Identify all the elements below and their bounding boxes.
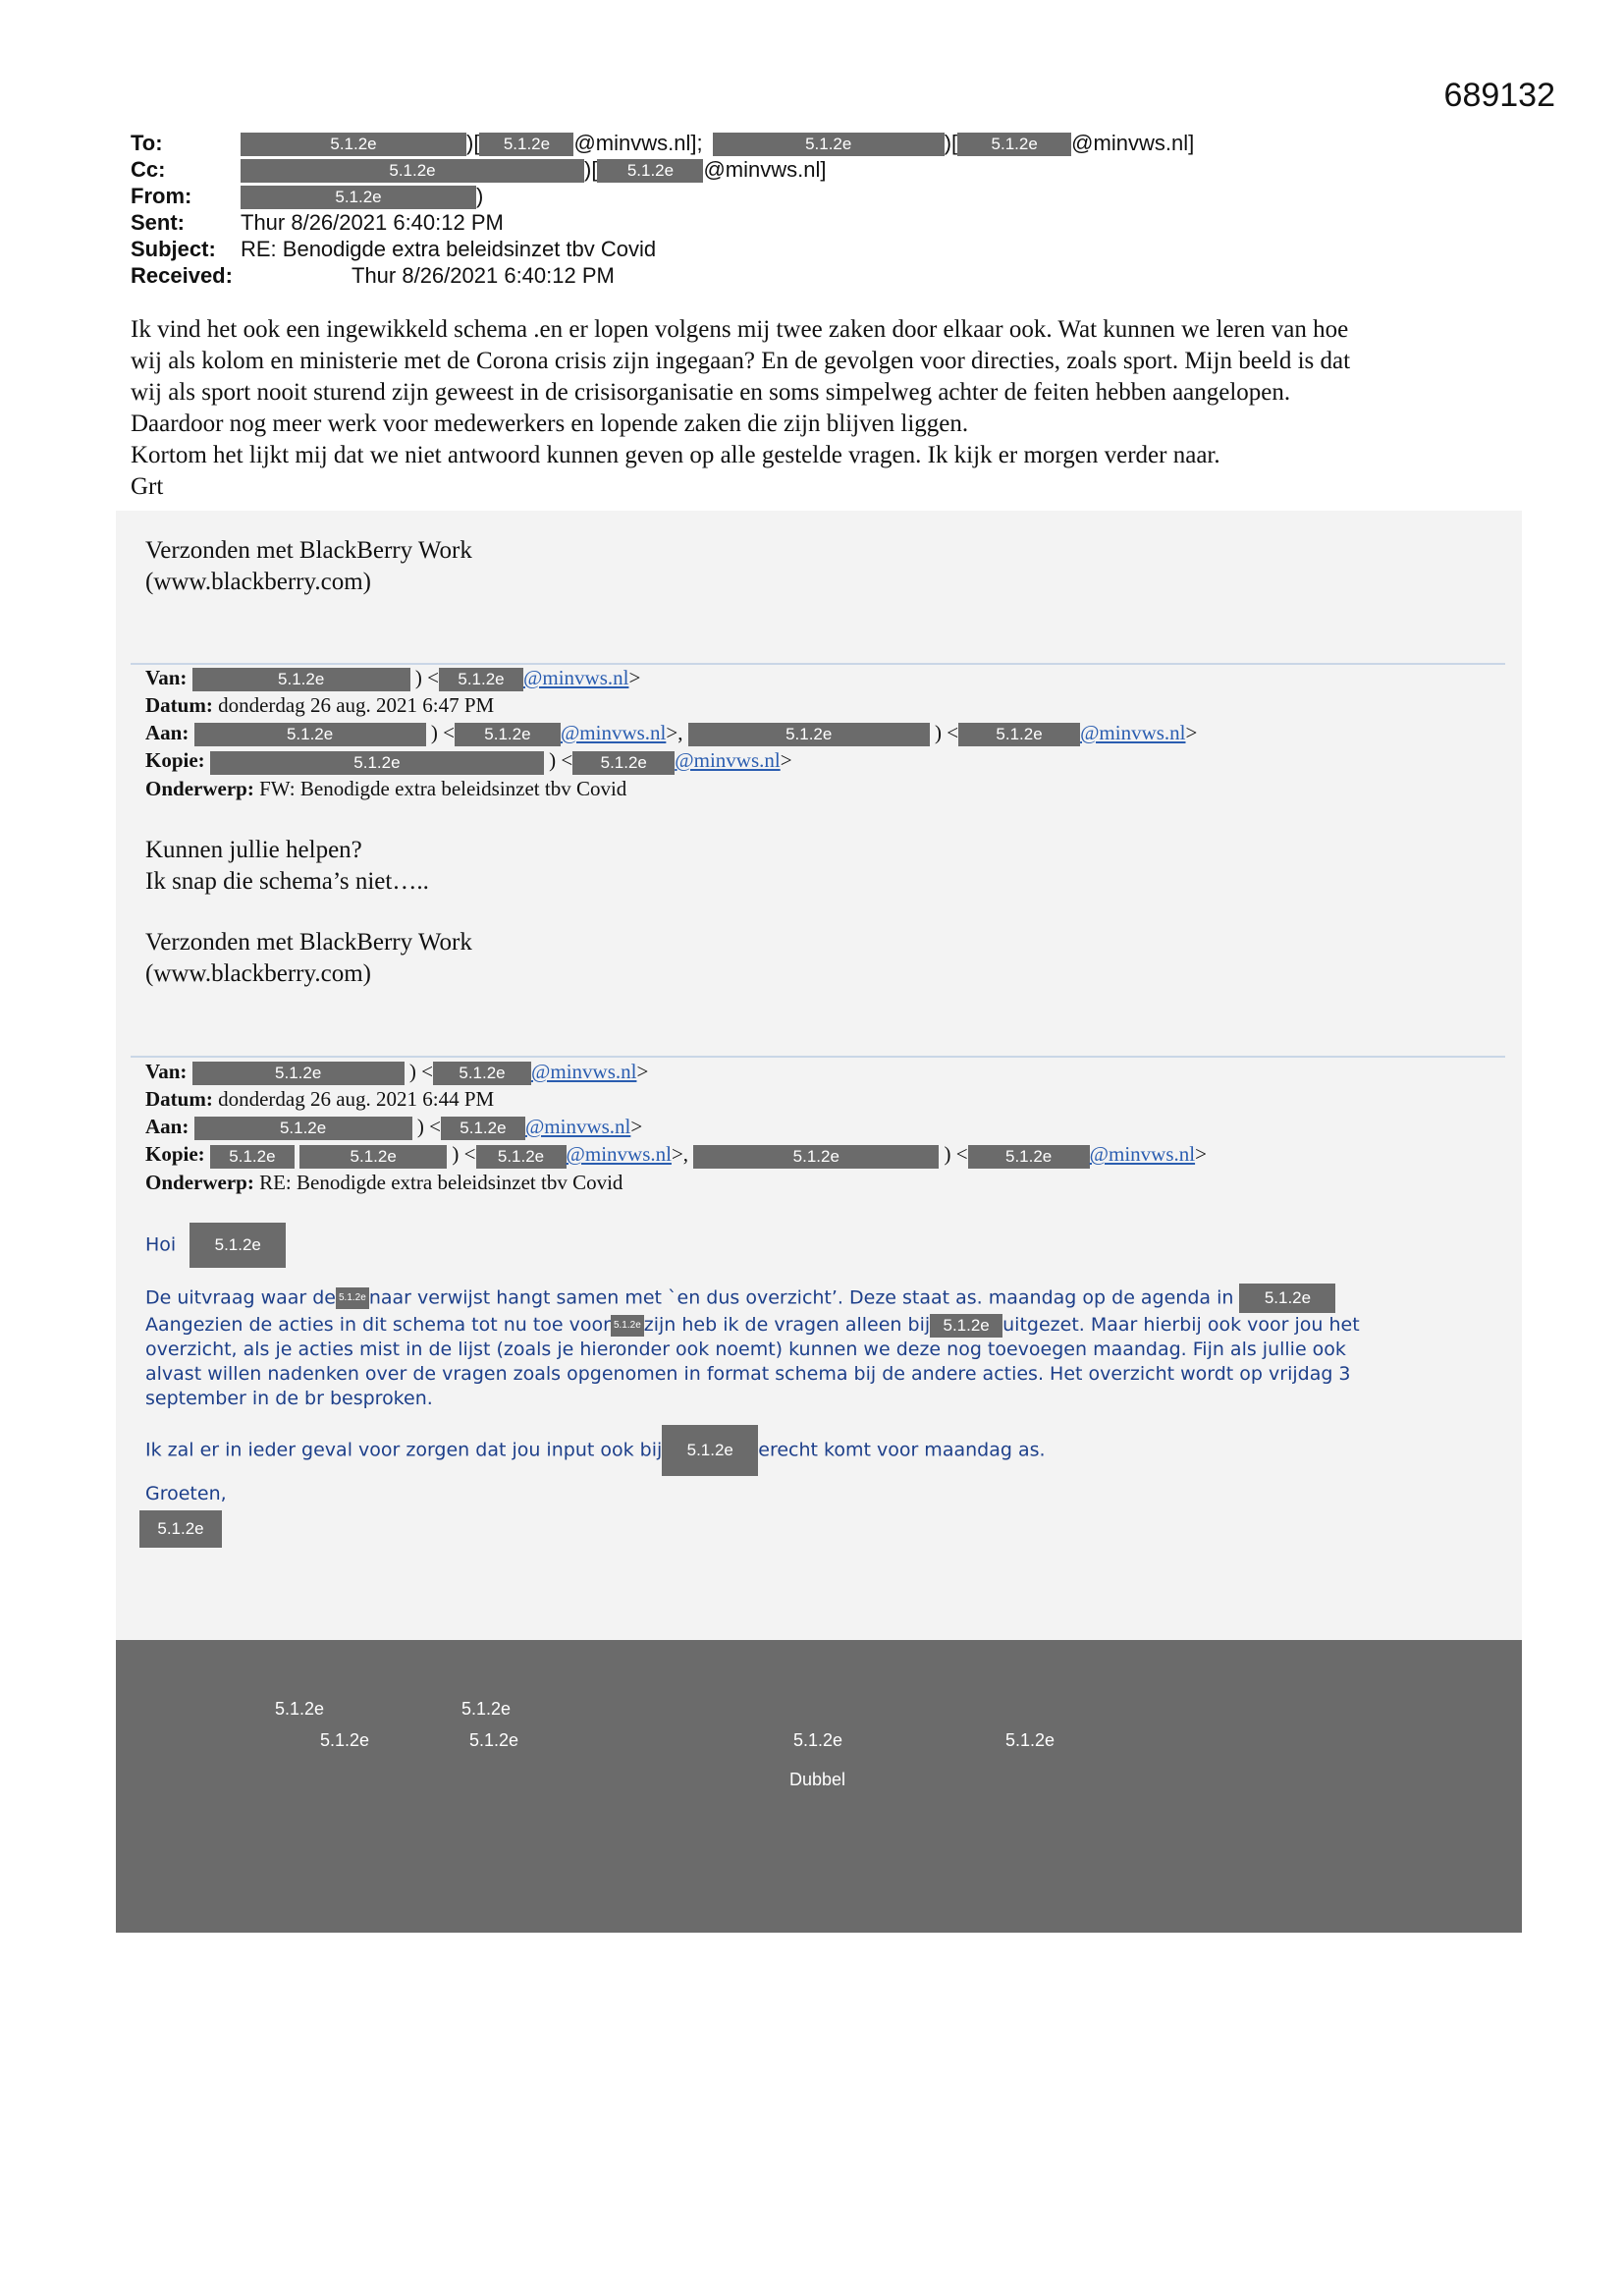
redacted-box: 5.1.2e xyxy=(1239,1284,1335,1313)
cc-email-suffix: @minvws.nl] xyxy=(703,157,827,182)
message-line: Ik snap die schema’s niet….. xyxy=(145,868,429,895)
datum-value: donderdag 26 aug. 2021 6:47 PM xyxy=(218,693,495,718)
paragraph-text: Ik zal er in ieder geval voor zorgen dat jou input ook bij xyxy=(145,1439,663,1461)
to-email-suffix: @minvws.nl]; xyxy=(573,131,703,155)
redacted-box: 5.1.2e xyxy=(210,751,544,775)
redacted-box: 5.1.2e xyxy=(192,668,410,691)
dubbel-label: Dubbel xyxy=(789,1770,846,1789)
redacted-box: 5.1.2e xyxy=(139,1510,222,1548)
redacted-box: 5.1.2e xyxy=(299,1145,447,1169)
redacted-box: 5.1.2e xyxy=(957,133,1071,156)
body-line: Kortom het lijkt mij dat we niet antwoord kunnen geven op alle gestelde vragen. Ik kijk er morgen verder naar. xyxy=(131,442,1220,468)
redacted-box: 5.1.2e xyxy=(336,1287,369,1309)
onderwerp-value: RE: Benodigde extra beleidsinzet tbv Covid xyxy=(259,1170,623,1194)
redacted-box: 5.1.2e xyxy=(241,159,584,183)
email-link[interactable]: @minvws.nl xyxy=(1089,1142,1196,1167)
redaction-label: 5.1.2e xyxy=(469,1730,519,1750)
onderwerp-label: Onderwerp: xyxy=(145,1170,254,1194)
forward-header-2: Van: 5.1.2e ) < 5.1.2e @minvws.nl> Datum: donderdag 26 aug. 2021 6:44 PM Aan: 5.1.2e ) < 5.1.2e @minvws.nl> Kopie: 5.1.2e 5.1.2e ) < 5.1.2e @minvws.nl>, 5.1.2e ) < 5.1.2e @minvws.nl> Onderwerp: RE: Benodigde extra beleidsinzet tbv Covid xyxy=(145,1060,1207,1194)
redacted-box: 5.1.2e xyxy=(192,1062,405,1085)
redacted-box: 5.1.2e xyxy=(713,133,945,156)
van-label: Van: xyxy=(145,1060,188,1083)
redacted-box: 5.1.2e xyxy=(194,1117,412,1140)
signature-line: (www.blackberry.com) xyxy=(145,569,371,595)
closing: Groeten, xyxy=(145,1483,227,1504)
paragraph-text: alvast willen nadenken over de vragen zoals opgenomen in format schema bij de andere acties. Het overzicht wordt op vrijdag 3 xyxy=(145,1363,1351,1385)
paragraph-text: zijn heb ik de vragen alleen bij xyxy=(643,1314,931,1336)
redacted-box: 5.1.2e xyxy=(611,1315,644,1337)
redacted-box: 5.1.2e xyxy=(479,133,573,156)
paragraph-text: erecht komt voor maandag as. xyxy=(758,1439,1046,1461)
email-link[interactable]: @minvws.nl xyxy=(523,666,629,689)
sent-label: Sent: xyxy=(131,210,185,235)
body-line: wij als kolom en ministerie met de Corona crisis zijn ingegaan? En de gevolgen voor directies, zoals sport. Mijn beeld is dat xyxy=(131,348,1351,374)
email-link[interactable]: @minvws.nl xyxy=(1080,721,1186,745)
redacted-box: 5.1.2e xyxy=(189,1223,286,1268)
document-id: 689132 xyxy=(1443,77,1555,114)
to-label: To: xyxy=(131,131,163,155)
body-line: Grt xyxy=(131,473,164,500)
body-line: Daardoor nog meer werk voor medewerkers en lopende zaken die zijn blijven liggen. xyxy=(131,410,969,437)
email-header: To: 5.1.2e )[ 5.1.2e @minvws.nl]; 5.1.2e )[ 5.1.2e @minvws.nl] Cc: 5.1.2e )[ 5.1.2e @minvws.nl] From: 5.1.2e ) Sent: Thur 8/26/2021 6:40:12 PM Subject: RE: Benodigde extra beleidsinzet tbv Covid Received: Thur 8/26/2021 6:40:12 PM xyxy=(131,131,1195,288)
redacted-box: 5.1.2e xyxy=(958,723,1080,746)
redacted-box: 5.1.2e xyxy=(439,668,523,691)
sent-value: Thur 8/26/2021 6:40:12 PM xyxy=(241,210,504,235)
to-email-suffix: @minvws.nl] xyxy=(1071,131,1195,155)
body-line: wij als sport nooit sturend zijn geweest in de crisisorganisatie en soms simpelweg achter de feiten hebben aangelopen. xyxy=(131,379,1291,406)
paragraph-text: overzicht, als je acties mist in de lijst (zoals je hieronder ook noemt) kunnen we deze nog toevoegen maandag. Fijn als jullie ook xyxy=(145,1339,1346,1360)
redacted-box: 5.1.2e xyxy=(194,723,426,746)
forward-body-1 xyxy=(145,835,472,990)
redacted-box: 5.1.2e xyxy=(930,1314,1002,1338)
signature-line: Verzonden met BlackBerry Work xyxy=(145,929,472,956)
datum-label: Datum: xyxy=(145,1087,213,1112)
signature-block xyxy=(145,535,472,598)
email-link[interactable]: @minvws.nl xyxy=(566,1142,672,1167)
from-label: From: xyxy=(131,184,192,208)
redaction-label: 5.1.2e xyxy=(1005,1730,1056,1750)
redacted-box: 5.1.2e xyxy=(441,1117,525,1140)
redacted-box: 5.1.2e xyxy=(241,133,466,156)
greeting: Hoi xyxy=(145,1233,177,1256)
aan-label: Aan: xyxy=(145,721,189,745)
redaction-label: 5.1.2e xyxy=(461,1699,512,1719)
signature-line: Verzonden met BlackBerry Work xyxy=(145,537,472,564)
datum-value: donderdag 26 aug. 2021 6:44 PM xyxy=(218,1087,495,1112)
email-link[interactable]: @minvws.nl xyxy=(675,748,781,773)
redacted-block xyxy=(116,1640,1522,1933)
email-link[interactable]: @minvws.nl xyxy=(560,721,667,745)
datum-label: Datum: xyxy=(145,693,213,718)
paragraph-text: Aangezien de acties in dit schema tot nu toe voor xyxy=(145,1314,611,1336)
paragraph-text: september in de br besproken. xyxy=(145,1388,433,1409)
email-link[interactable]: @minvws.nl xyxy=(524,1115,631,1139)
message-line: Kunnen jullie helpen? xyxy=(145,837,362,863)
redacted-box: 5.1.2e xyxy=(688,723,930,746)
subject-value: RE: Benodigde extra beleidsinzet tbv Covid xyxy=(241,237,657,261)
redacted-box: 5.1.2e xyxy=(433,1062,531,1085)
kopie-label: Kopie: xyxy=(145,748,205,773)
redacted-box: 5.1.2e xyxy=(476,1145,567,1169)
aan-label: Aan: xyxy=(145,1115,189,1139)
email-link[interactable]: @minvws.nl xyxy=(531,1060,637,1083)
body-line: Ik vind het ook een ingewikkeld schema .en er lopen volgens mij twee zaken door elkaar ook. Wat kunnen we leren van hoe xyxy=(131,316,1349,343)
van-label: Van: xyxy=(145,666,188,689)
forward-header-1: Van: 5.1.2e ) < 5.1.2e @minvws.nl> Datum: donderdag 26 aug. 2021 6:47 PM Aan: 5.1.2e ) < 5.1.2e @minvws.nl>, 5.1.2e ) < 5.1.2e @minvws.nl> Kopie: 5.1.2e ) < 5.1.2e @minvws.nl> Onderwerp: FW: Benodigde extra beleidsinzet tbv Covid xyxy=(145,666,1198,800)
redacted-box: 5.1.2e xyxy=(572,751,675,775)
subject-label: Subject: xyxy=(131,237,216,261)
paragraph-text: naar verwijst hangt samen met `en dus overzicht’. Deze staat as. maandag op de agenda in xyxy=(368,1286,1234,1309)
redacted-box: 5.1.2e xyxy=(241,186,476,209)
paragraph-text: uitgezet. Maar hierbij ook voor jou het xyxy=(1002,1314,1360,1336)
redacted-box: 5.1.2e xyxy=(210,1145,295,1169)
redaction-label: 5.1.2e xyxy=(793,1730,843,1750)
redaction-label: 5.1.2e xyxy=(275,1699,325,1719)
signature-line: (www.blackberry.com) xyxy=(145,960,371,987)
redacted-box: 5.1.2e xyxy=(455,723,561,746)
received-value: Thur 8/26/2021 6:40:12 PM xyxy=(352,263,615,288)
received-label: Received: xyxy=(131,263,233,288)
forward-body-2 xyxy=(145,1223,1510,1548)
redacted-box: 5.1.2e xyxy=(693,1145,939,1169)
redacted-box: 5.1.2e xyxy=(662,1425,758,1476)
onderwerp-label: Onderwerp: xyxy=(145,776,254,800)
email-body xyxy=(131,314,1525,503)
redacted-box: 5.1.2e xyxy=(597,159,703,183)
paragraph-text: De uitvraag waar de xyxy=(145,1286,336,1309)
cc-label: Cc: xyxy=(131,157,166,182)
redacted-box: 5.1.2e xyxy=(968,1145,1090,1169)
onderwerp-value: FW: Benodigde extra beleidsinzet tbv Covid xyxy=(259,776,627,800)
kopie-label: Kopie: xyxy=(145,1142,205,1167)
redaction-label: 5.1.2e xyxy=(320,1730,370,1750)
